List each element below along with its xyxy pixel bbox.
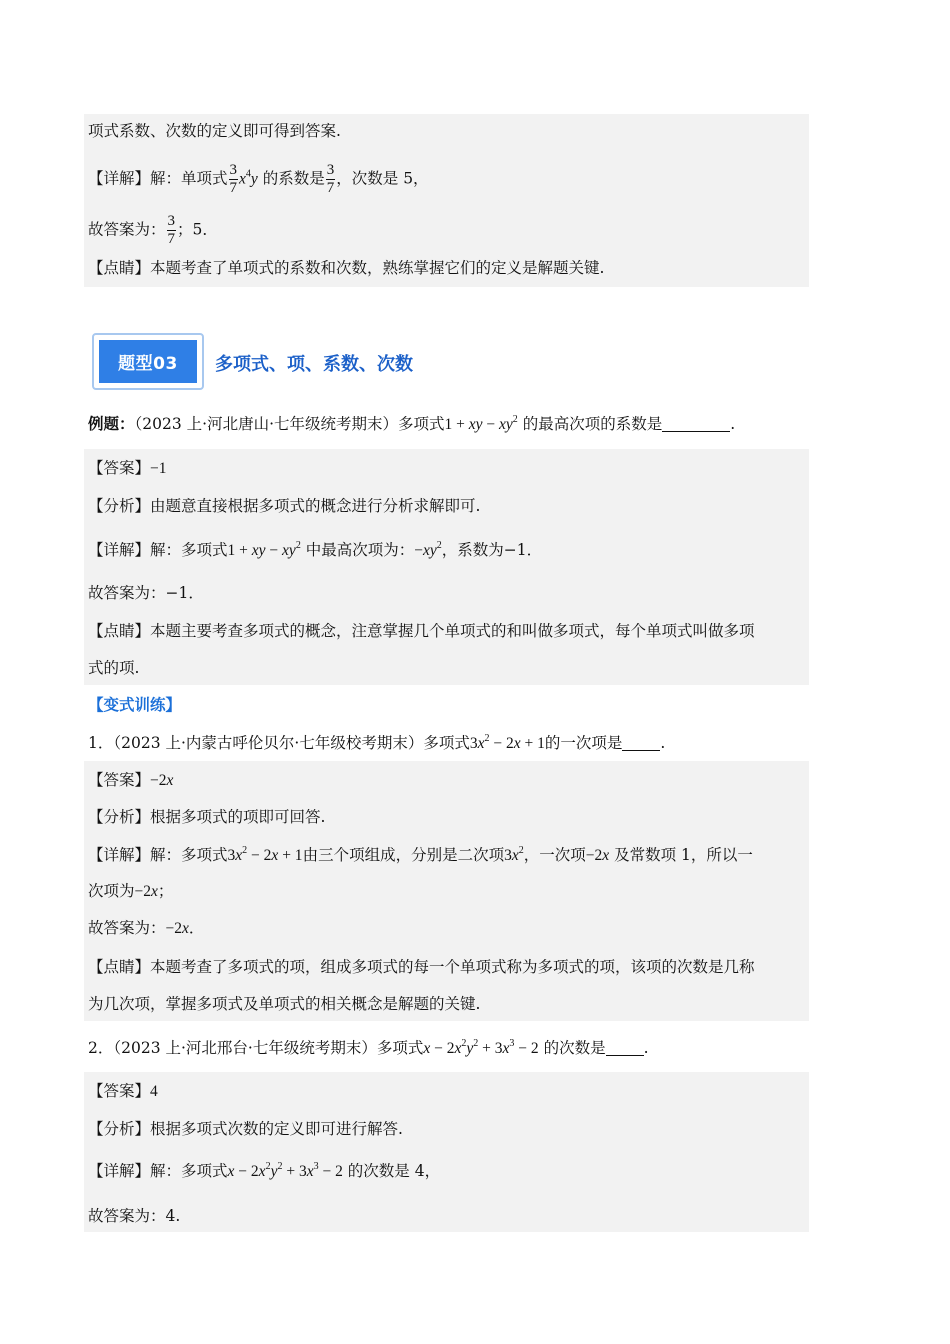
variant-title: 【变式训练】 xyxy=(88,695,182,714)
detail-line: 【详解】解：多项式1 + xy − $xy^2$ 中最高次项为：$-xy^2$，系数为−1． xyxy=(88,540,543,559)
analysis-line: 【分析】根据多项式的项即可回答. xyxy=(88,808,326,826)
analysis-line: 【分析】由题意直接根据多项式的概念进行分析求解即可. xyxy=(88,497,481,515)
analysis-line: 【分析】根据多项式次数的定义即可进行解答. xyxy=(88,1120,403,1138)
solution-box-q2 xyxy=(84,1072,809,1232)
section-badge-label: 题型03 xyxy=(99,340,197,383)
section-title: 多项式、项、系数、次数 xyxy=(215,354,413,375)
comment-line: 为几次项，掌握多项式及单项式的相关概念是解题的关键. xyxy=(88,995,481,1013)
question-2: 2．（2023 上·河北邢台·七年级统考期末）多项式$x - 2x^2y^2 + 3x^3 - 2$ 的次数是 . xyxy=(88,1038,649,1057)
answer-line: 【答案】−2x xyxy=(88,771,174,789)
section-badge xyxy=(92,333,204,390)
fraction: $\frac{3}{7}$ xyxy=(326,162,335,196)
answer-line: 【答案】4 xyxy=(88,1082,158,1100)
answer-blank xyxy=(662,417,730,432)
answer-line: 【答案】−1 xyxy=(88,459,167,477)
fraction: $\frac{3}{7}$ xyxy=(229,162,238,196)
detail-line: 次项为−2x； xyxy=(88,882,174,900)
final-line: 故答案为：4. xyxy=(88,1207,181,1225)
detail-line: 【详解】解：单项式 $\frac{3}{7}$ $x^4y$ 的系数是 $\frac{3}{7}$ ，次数是 5， xyxy=(88,162,429,196)
solution-box-q1 xyxy=(84,761,809,1021)
answer-line: 故答案为： $\frac{3}{7}$ ；5． xyxy=(88,213,218,247)
detail-line: 【详解】解：多项式$x - 2x^2y^2 + 3x^3 - 2$ 的次数是 4， xyxy=(88,1161,441,1180)
comment-line: 【点睛】本题主要考查多项式的概念，注意掌握几个单项式的和叫做多项式，每个单项式叫做多项 xyxy=(88,622,755,640)
comment-line: 【点睛】本题考查了单项式的系数和次数，熟练掌握它们的定义是解题关键. xyxy=(88,259,605,277)
text-line: 项式系数、次数的定义即可得到答案. xyxy=(88,122,341,140)
question-1: 1．（2023 上·内蒙古呼伦贝尔·七年级校考期末）多项式$3x^2 - 2x + 1$的一次项是 . xyxy=(88,733,666,752)
final-line: 故答案为：−1． xyxy=(88,584,204,602)
fraction: $\frac{3}{7}$ xyxy=(167,213,176,247)
solution-box-example xyxy=(84,449,809,685)
final-line: 故答案为：−2x． xyxy=(88,919,205,937)
comment-line: 【点睛】本题考查了多项式的项，组成多项式的每一个单项式称为多项式的项，该项的次数是几称 xyxy=(88,958,755,976)
answer-blank xyxy=(622,736,660,751)
detail-line: 【详解】解：多项式$3x^2 - 2x + 1$由三个项组成，分别是二次项$3x^2$，一次项−2x 及常数项 1，所以一 xyxy=(88,845,753,864)
comment-line: 式的项. xyxy=(88,659,140,677)
example-question: 例题：（2023 上·河北唐山·七年级统考期末）多项式1 + xy − $xy^2$ 的最高次项的系数是 . xyxy=(88,414,736,433)
answer-blank xyxy=(606,1041,644,1056)
